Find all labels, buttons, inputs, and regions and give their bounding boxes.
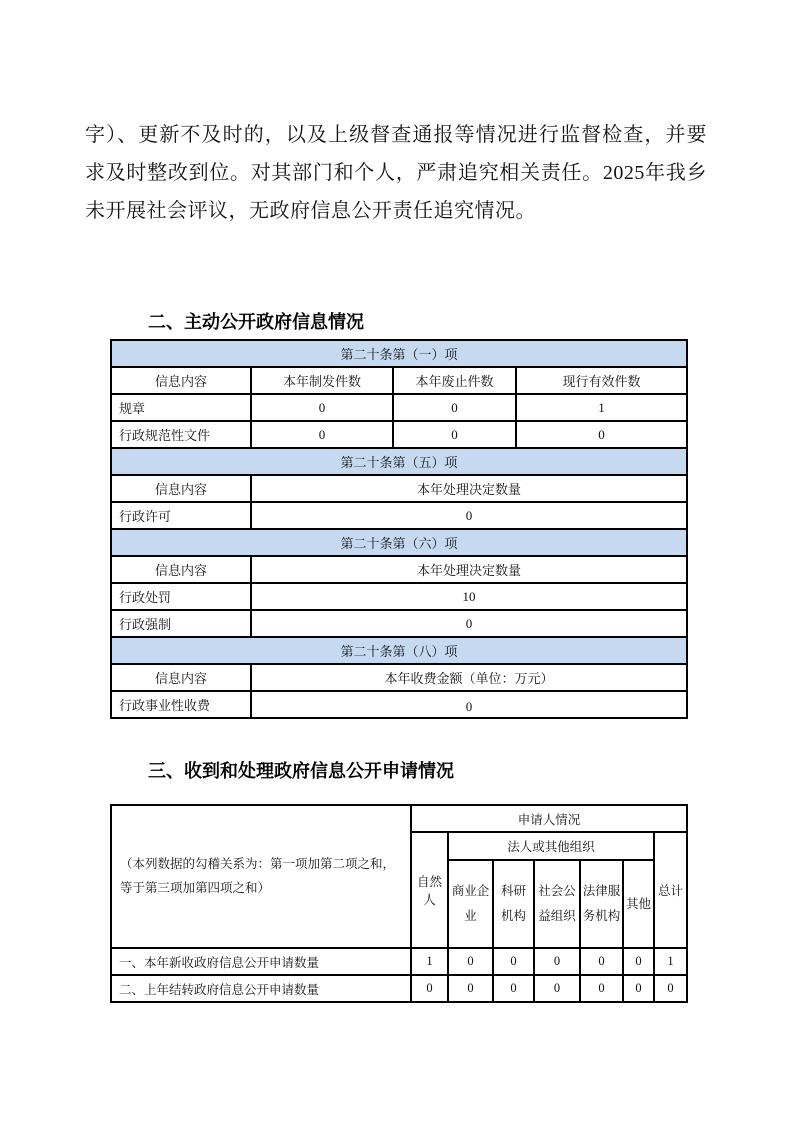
article6-band-label: 第二十条第（六）项 <box>111 529 687 556</box>
cell-value: 0 <box>251 502 687 529</box>
cell-value: 1 <box>654 948 687 975</box>
col-header-in-effect: 现行有效件数 <box>516 367 687 394</box>
col-header-other: 其他 <box>623 860 654 948</box>
applicants-header-row <box>111 805 687 832</box>
article5-band-row <box>111 448 687 475</box>
row-label: 行政事业性收费 <box>111 691 251 718</box>
table-row-regulations <box>111 394 687 421</box>
col-header-info-content: 信息内容 <box>111 367 251 394</box>
table-row-normative-documents <box>111 421 687 448</box>
col-header-fees: 本年收费金额（单位：万元） <box>251 664 687 691</box>
cell-value: 0 <box>251 610 687 637</box>
cell-value: 10 <box>251 583 687 610</box>
proactive-disclosure-table <box>110 339 688 719</box>
col-header-natural-person: 自然人 <box>411 832 448 948</box>
cell-value: 0 <box>251 394 393 421</box>
col-header-applicant-situation: 申请人情况 <box>411 805 687 832</box>
col-header-info-content: 信息内容 <box>111 556 251 583</box>
article8-band-row <box>111 637 687 664</box>
article6-band-row <box>111 529 687 556</box>
article8-header-row <box>111 664 687 691</box>
table-row-carried-over-applications <box>111 975 687 1002</box>
cell-value: 0 <box>493 975 534 1002</box>
cell-value: 1 <box>516 394 687 421</box>
col-header-legal-service-org: 法律服务机构 <box>580 860 623 948</box>
col-header-research-institution: 科研机构 <box>493 860 534 948</box>
cell-value: 1 <box>411 948 448 975</box>
col-header-social-welfare-org: 社会公益组织 <box>534 860 580 948</box>
table-row-admin-coercion <box>111 610 687 637</box>
cell-value: 0 <box>534 975 580 1002</box>
cell-value: 0 <box>580 975 623 1002</box>
col-header-legal-entities: 法人或其他组织 <box>448 832 654 860</box>
cell-value: 0 <box>534 948 580 975</box>
col-header-commercial-enterprise: 商业企业 <box>448 860 493 948</box>
col-header-issued: 本年制发件数 <box>251 367 393 394</box>
cell-value: 0 <box>516 421 687 448</box>
row-label: 行政规范性文件 <box>111 421 251 448</box>
col-header-info-content: 信息内容 <box>111 664 251 691</box>
cell-value: 0 <box>493 948 534 975</box>
row-label: 一、本年新收政府信息公开申请数量 <box>111 948 411 975</box>
cell-value: 0 <box>448 948 493 975</box>
row-label: 二、上年结转政府信息公开申请数量 <box>111 975 411 1002</box>
article1-band-label: 第二十条第（一）项 <box>111 340 687 367</box>
article8-band-label: 第二十条第（八）项 <box>111 637 687 664</box>
cell-value: 0 <box>448 975 493 1002</box>
article5-band-label: 第二十条第（五）项 <box>111 448 687 475</box>
cell-value: 0 <box>623 975 654 1002</box>
cell-value: 0 <box>251 421 393 448</box>
row-label: 规章 <box>111 394 251 421</box>
table-row-admin-permission <box>111 502 687 529</box>
col-header-decisions: 本年处理决定数量 <box>251 475 687 502</box>
col-header-total: 总计 <box>654 832 687 948</box>
col-header-info-content: 信息内容 <box>111 475 251 502</box>
row-label: 行政处罚 <box>111 583 251 610</box>
row-label: 行政许可 <box>111 502 251 529</box>
table-row-admin-penalty <box>111 583 687 610</box>
section2-heading: 二、主动公开政府信息情况 <box>148 312 364 332</box>
cell-value: 0 <box>580 948 623 975</box>
intro-paragraph: 字）、更新不及时的，以及上级督查通报等情况进行监督检查，并要求及时整改到位。对其部门和个人，严肃追究相关责任。2025年我乡未开展社会评议，无政府信息公开责任追究情况。 <box>85 124 707 222</box>
cell-value: 0 <box>251 691 687 718</box>
cell-value: 0 <box>411 975 448 1002</box>
col-header-decisions: 本年处理决定数量 <box>251 556 687 583</box>
table-row-new-applications <box>111 948 687 975</box>
article1-band-row <box>111 340 687 367</box>
applications-table <box>110 804 688 1003</box>
cell-value: 0 <box>393 421 516 448</box>
article1-header-row <box>111 367 687 394</box>
col-header-abolished: 本年废止件数 <box>393 367 516 394</box>
section3-heading: 三、收到和处理政府信息公开申请情况 <box>148 761 454 781</box>
row-label: 行政强制 <box>111 610 251 637</box>
table-row-admin-fees <box>111 691 687 718</box>
cell-value: 0 <box>393 394 516 421</box>
cell-value: 0 <box>654 975 687 1002</box>
article5-header-row <box>111 475 687 502</box>
reconciliation-note: （本列数据的勾稽关系为：第一项加第二项之和，等于第三项加第四项之和） <box>111 805 411 948</box>
cell-value: 0 <box>623 948 654 975</box>
article6-header-row <box>111 556 687 583</box>
